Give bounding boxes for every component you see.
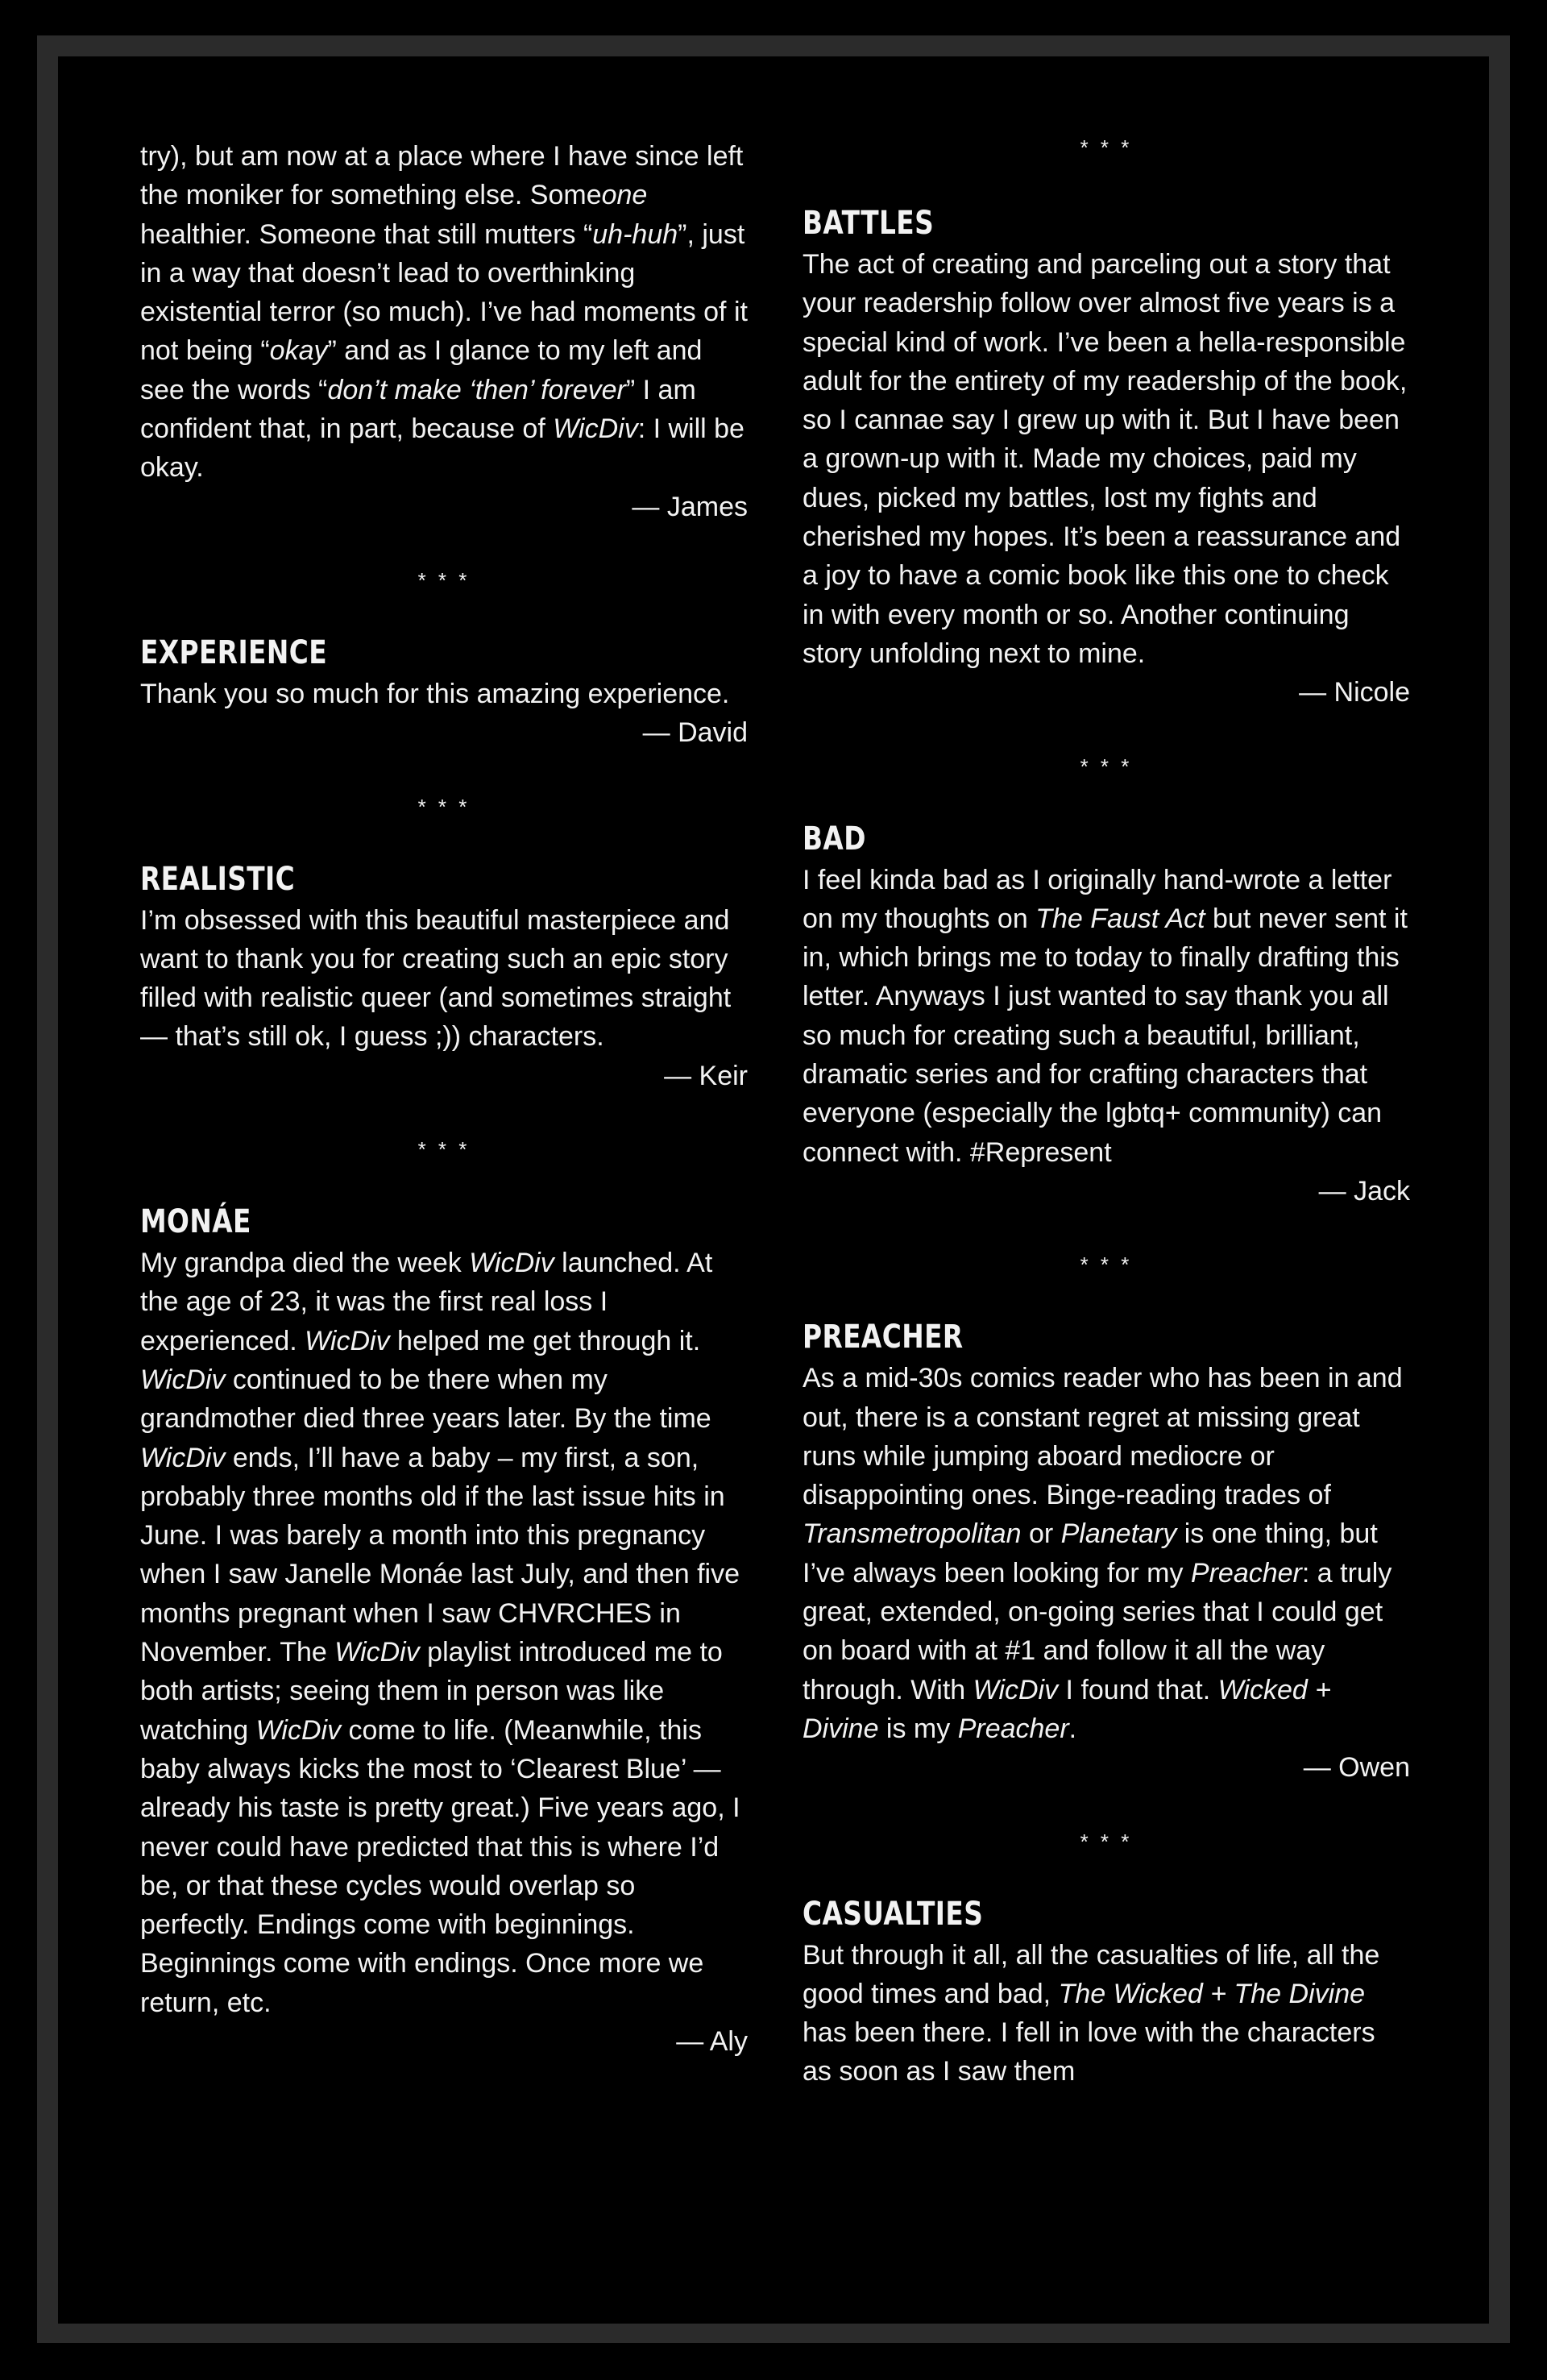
italic-text: uh-huh bbox=[592, 218, 678, 250]
letter-signature: — Aly bbox=[676, 2025, 748, 2057]
letter-body bbox=[803, 1359, 1410, 1748]
text-run: come to life. (Meanwhile, this baby always kicks the most to ‘Clearest Blue’ — already his taste is pretty great.) Five years ago, I never could have predicted that this is where I’d be, or that these cycles would overlap so perfectly. Endings come with beginnings. Beginnings come with endings. Once more we return, etc. bbox=[140, 1714, 740, 2018]
letter-body bbox=[140, 1244, 748, 2022]
letter-signature: — Nicole bbox=[1299, 677, 1410, 708]
text-run: is one thing, but I’ve always been looking for my bbox=[803, 1518, 1378, 1589]
section-separator: * * * bbox=[417, 567, 471, 592]
letter-body: Thank you so much for this amazing experience. bbox=[140, 678, 730, 709]
italic-text: WicDiv bbox=[469, 1248, 554, 1279]
italic-text: Preacher bbox=[1190, 1557, 1302, 1589]
italic-text: one bbox=[601, 180, 648, 211]
italic-text: Preacher bbox=[957, 1713, 1069, 1744]
text-run: I found that. bbox=[1058, 1674, 1218, 1705]
italic-text: WicDiv bbox=[973, 1674, 1059, 1705]
text-run: : a truly great, extended, on-going series that I could get on board with at #1 and follow it all the way through. With bbox=[803, 1557, 1392, 1705]
text-run: continued to be there when my grandmother died three years later. By the time bbox=[140, 1364, 711, 1435]
text-run: launched. At the age of 23, it was the first real loss I experienced. bbox=[140, 1248, 713, 1356]
section-separator: * * * bbox=[417, 794, 471, 819]
letter-body: The act of creating and parceling out a story that your readership follow over almost five years is a special kind of work. I’ve been a hella-responsible adult for the entirety of my readership of the book, so I cannae say I grew up with it. But I have been a grown-up with it. Made my choices, paid my dues, picked my battles, lost my fights and cherished my hopes. It’s been a reassurance and a joy to have a comic book like this one to check in with every month or so. Another continuing story unfolding next to mine. bbox=[803, 249, 1408, 669]
text-run: but never sent it in, which brings me to today to finally drafting this letter. Anyways I just wanted to say thank you all so much for creating such a beautiful, brilliant, dramatic series and for crafting characters that everyone (especially the lgbtq+ community) can connect with. #Represent bbox=[803, 903, 1408, 1168]
section-separator: * * * bbox=[417, 1137, 471, 1162]
text-run: ”, just in a way that doesn’t lead to overthinking existential terror (so much). I’ve had moments of it not being “ bbox=[140, 218, 748, 367]
text-run: healthier. Someone that still mutters “ bbox=[140, 218, 593, 250]
section-separator: * * * bbox=[1080, 1829, 1133, 1854]
letter-body bbox=[803, 861, 1410, 1172]
italic-text: WicDiv bbox=[140, 1442, 226, 1473]
letter-signature: — David bbox=[642, 717, 748, 749]
text-run: ends, I’ll have a baby – my first, a son, probably three months old if the last issue hits in June. I was barely a month into this pregnancy when I saw Janelle Monáe last July, and then five months pregnant when I saw CHVRCHES in November. The bbox=[140, 1442, 740, 1668]
italic-text: WicDiv bbox=[255, 1714, 342, 1746]
text-run: or bbox=[1021, 1518, 1061, 1550]
text-run: My grandpa died the week bbox=[140, 1248, 470, 1279]
text-run: . bbox=[1068, 1713, 1077, 1744]
text-run: : I will be okay. bbox=[140, 413, 744, 484]
text-run: As a mid-30s comics reader who has been in and out, there is a constant regret at missing great runs while jumping aboard mediocre or disappointing ones. Binge-reading trades of bbox=[803, 1363, 1403, 1511]
italic-text: Transmetropolitan bbox=[803, 1518, 1022, 1550]
left-column bbox=[140, 137, 748, 2061]
letter-body bbox=[803, 1936, 1410, 2091]
italic-text: The Wicked + The Divine bbox=[1058, 1978, 1366, 2009]
letter-heading: REALISTIC bbox=[140, 860, 296, 898]
right-column bbox=[803, 137, 1410, 2091]
letter-heading: BAD bbox=[803, 820, 866, 858]
italic-text: WicDiv bbox=[553, 413, 638, 445]
italic-text: WicDiv bbox=[140, 1364, 226, 1395]
letter-signature: — Keir bbox=[664, 1060, 748, 1091]
letter-heading: PREACHER bbox=[803, 1319, 964, 1356]
letter-heading: EXPERIENCE bbox=[140, 633, 328, 671]
letter-heading: MONÁE bbox=[140, 1203, 251, 1241]
text-run: ” I am confident that, in part, because of bbox=[140, 374, 696, 445]
letter-signature: — James bbox=[632, 491, 748, 522]
section-separator: * * * bbox=[1080, 135, 1133, 160]
letter-heading: CASUALTIES bbox=[803, 1895, 984, 1933]
italic-text: WicDiv bbox=[334, 1637, 420, 1668]
section-separator: * * * bbox=[1080, 1252, 1133, 1277]
text-run: playlist introduced me to both artists; seeing them in person was like watching bbox=[140, 1637, 723, 1746]
text-run: is my bbox=[878, 1713, 958, 1744]
text-run: try), but am now at a place where I have since left the moniker for something else. Some bbox=[140, 141, 744, 211]
text-run: has been there. I fell in love with the characters as soon as I saw them bbox=[803, 2017, 1375, 2087]
italic-text: okay bbox=[269, 335, 328, 367]
letter-body: I’m obsessed with this beautiful masterpiece and want to thank you for creating such an epic story filled with realistic queer (and sometimes straight — that’s still ok, I guess ;)) characters. bbox=[140, 904, 732, 1053]
letter-heading: BATTLES bbox=[803, 205, 935, 242]
italic-text: The Faust Act bbox=[1035, 903, 1205, 934]
letter-body bbox=[140, 137, 748, 488]
letter-signature: — Owen bbox=[1303, 1752, 1410, 1784]
section-separator: * * * bbox=[1080, 754, 1133, 779]
italic-text: WicDiv bbox=[305, 1325, 390, 1356]
italic-text: Planetary bbox=[1060, 1518, 1177, 1550]
text-run: ” and as I glance to my left and see the words “ bbox=[140, 335, 703, 405]
text-run: I feel kinda bad as I originally hand-wrote a letter on my thoughts on bbox=[803, 864, 1392, 934]
text-run: helped me get through it. bbox=[389, 1325, 701, 1356]
italic-text: Wicked + Divine bbox=[803, 1674, 1332, 1744]
italic-text: don’t make ‘then’ forever bbox=[327, 374, 626, 405]
letter-signature: — Jack bbox=[1318, 1175, 1410, 1207]
text-run: But through it all, all the casualties of life, all the good times and bad, bbox=[803, 1939, 1380, 2009]
